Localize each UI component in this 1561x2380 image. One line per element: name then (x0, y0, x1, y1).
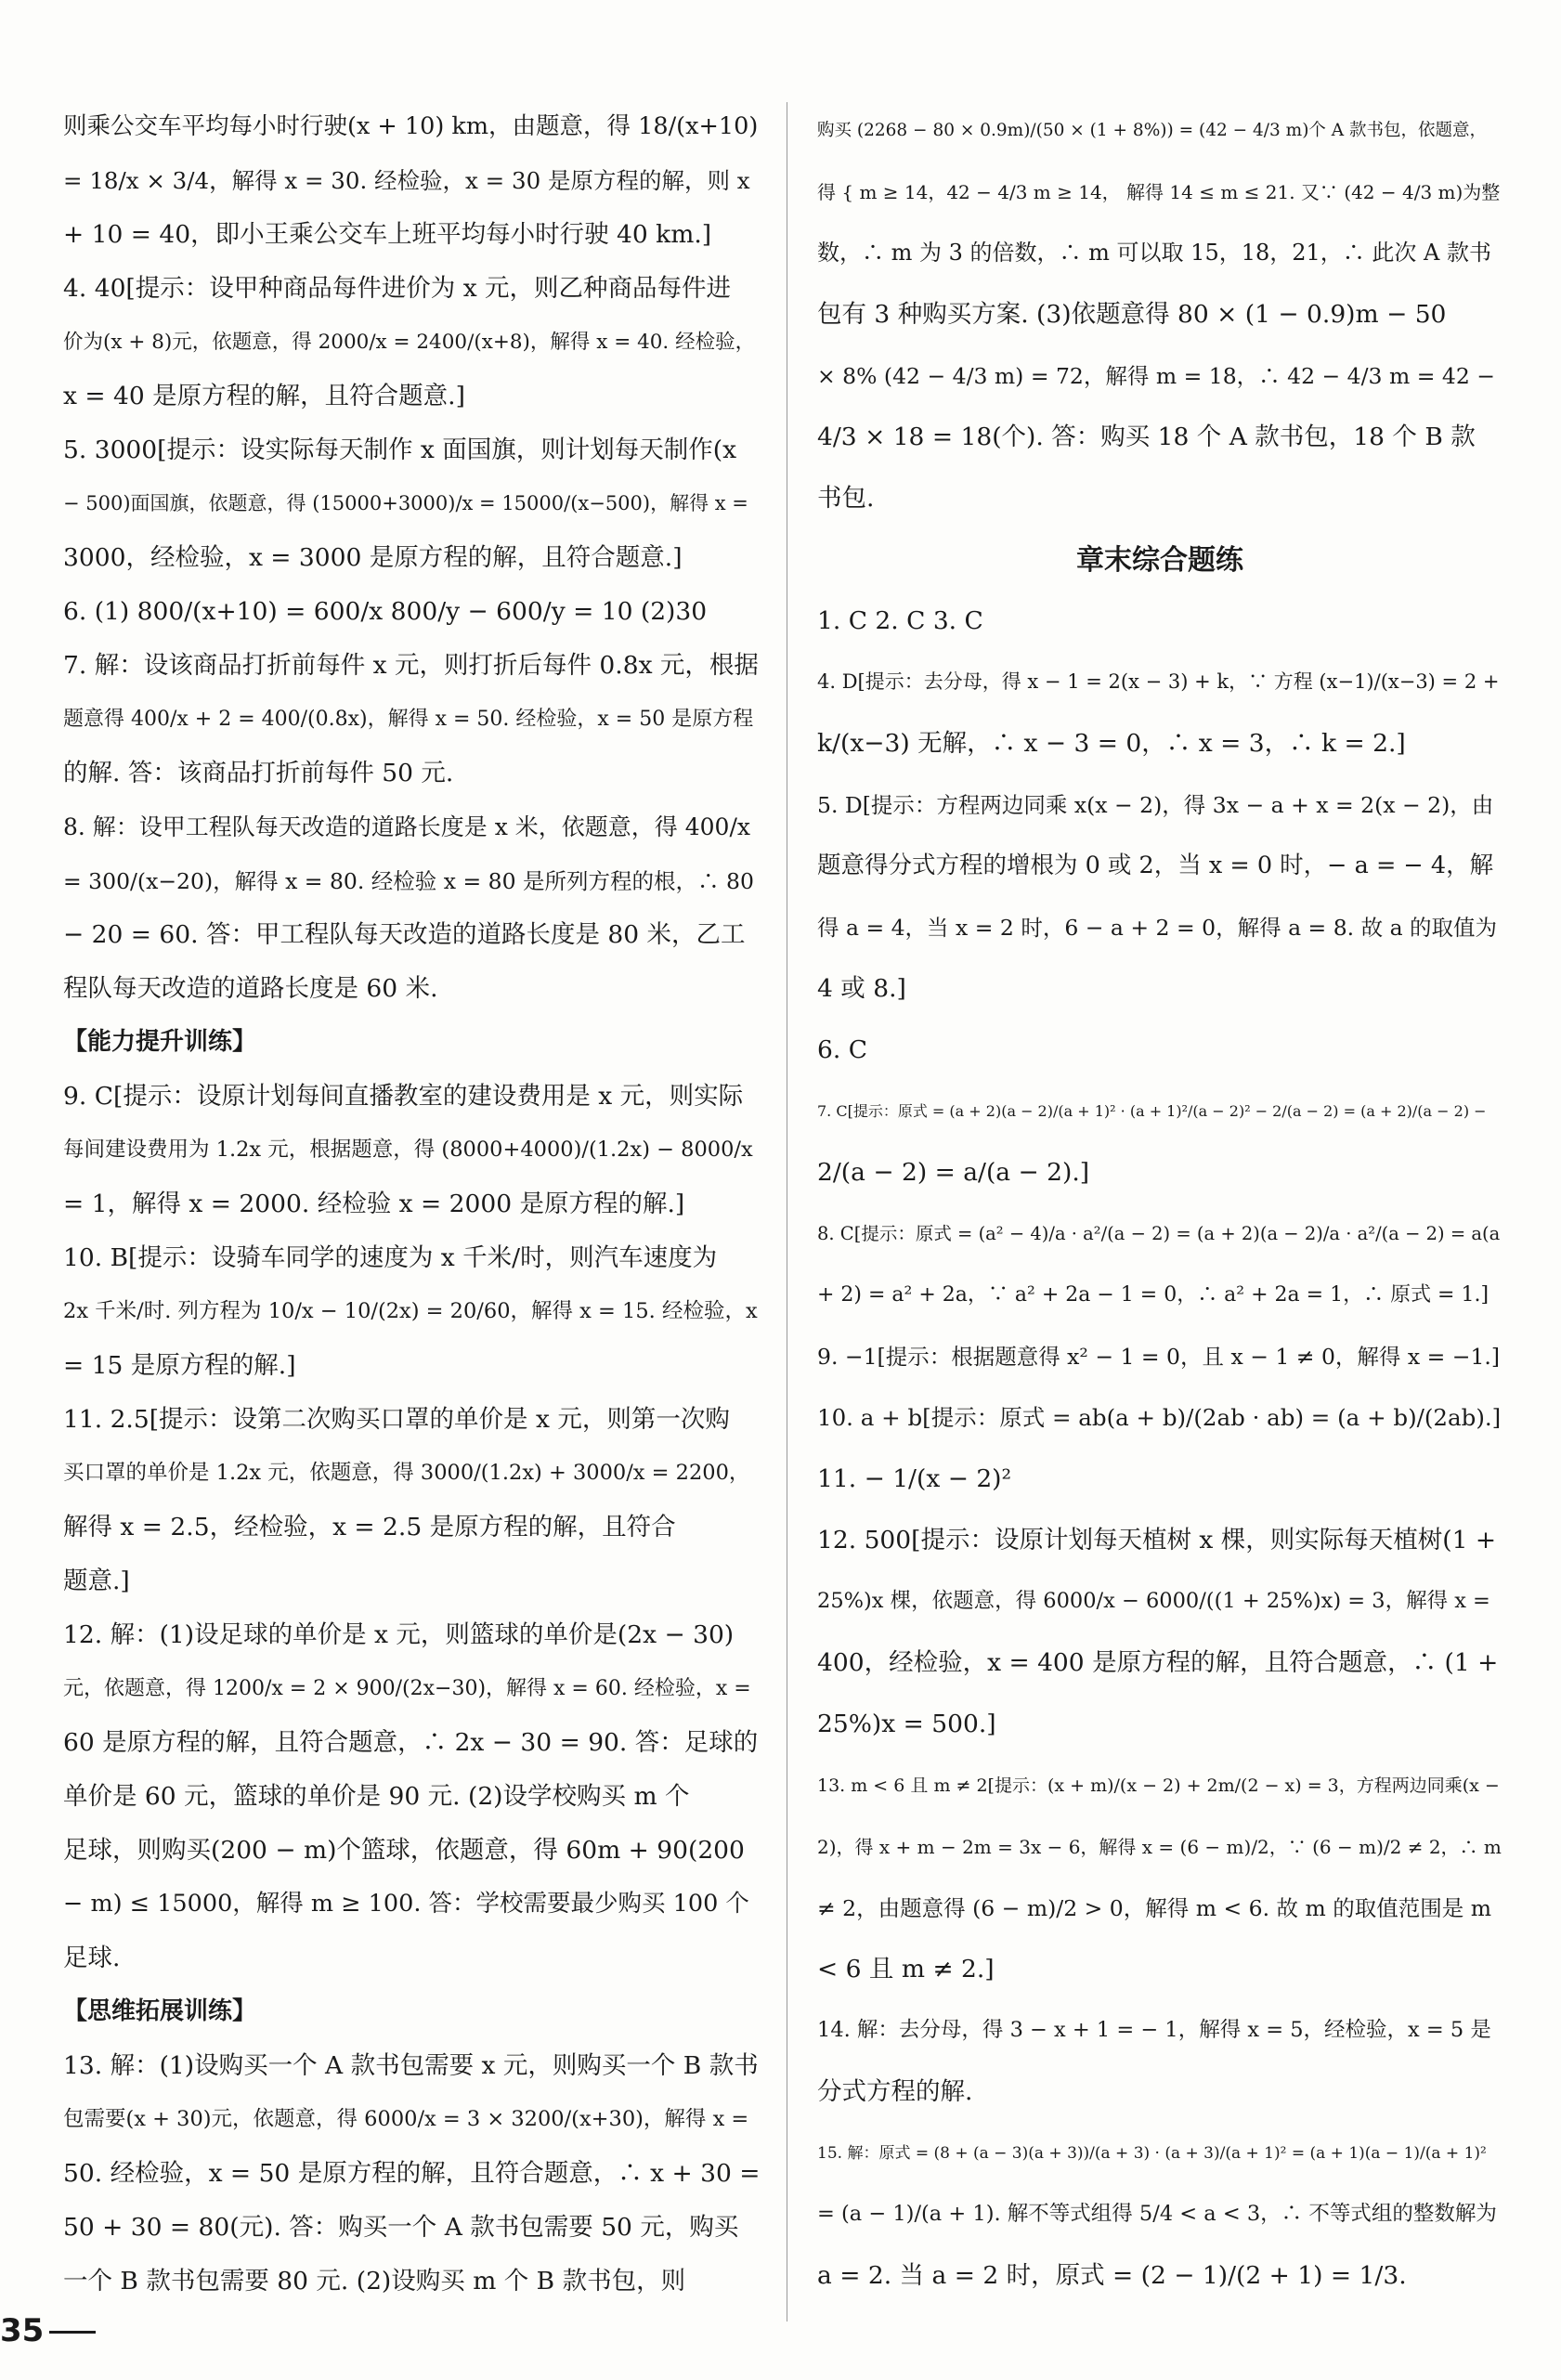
text-line: 分式方程的解. (817, 2076, 973, 2106)
text-line: 买口罩的单价是 1.2x 元，依题意，得 3000/(1.2x) + 3000/x = 2200， (63, 1461, 750, 1486)
text-line: 14. 解：去分母，得 3 − x + 1 = − 1，解得 x = 5，经检验，x = 5 是 (817, 2018, 1491, 2043)
text-line: 【能力提升训练】 (63, 1028, 257, 1057)
text-line: = 15 是原方程的解.] (63, 1350, 296, 1380)
text-line: 的解. 答：该商品打折前每件 50 元. (63, 758, 454, 787)
text-line: 题意.] (63, 1566, 130, 1595)
text-line: − 500)面国旗，依题意，得 (15000+3000)/x = 15000/(x−500)，解得 x = (63, 492, 748, 515)
text-line: 50 + 30 = 80(元). 答：购买一个 A 款书包需要 50 元，购买 (63, 2212, 739, 2242)
page-number (0, 2312, 96, 2349)
text-line: 3000，经检验，x = 3000 是原方程的解，且符合题意.] (63, 542, 683, 572)
text-line: 400，经检验，x = 400 是原方程的解，且符合题意，∴ (1 + (817, 1647, 1499, 1677)
text-line: 得 { m ≥ 14，42 − 4/3 m ≥ 14， 解得 14 ≤ m ≤ 21. 又∵ (42 − 4/3 m)为整 (817, 181, 1501, 203)
text-line: 购买 (2268 − 80 × 0.9m)/(50 × (1 + 8%)) = (42 − 4/3 m)个 A 款书包，依题意， (817, 120, 1488, 140)
text-line: 11. − 1/(x − 2)² (817, 1463, 1012, 1493)
text-line: 4. D[提示：去分母，得 x − 1 = 2(x − 3) + k，∵ 方程 (x−1)/(x−3) = 2 + (817, 670, 1500, 694)
text-line: = (a − 1)/(a + 1). 解不等式组得 5/4 < a < 3，∴ 不等式组的整数解为 (817, 2202, 1497, 2227)
right-column (817, 100, 1502, 2307)
text-line: 9. −1[提示：根据题意得 x² − 1 = 0，且 x − 1 ≠ 0，解得 x = −1.] (817, 1343, 1501, 1370)
text-line: < 6 且 m ≠ 2.] (817, 1954, 995, 1983)
text-line: = 300/(x−20)，解得 x = 80. 经检验 x = 80 是所列方程的根，∴ 80 (63, 867, 754, 894)
left-column (63, 100, 761, 2308)
text-line: 60 是原方程的解，且符合题意，∴ 2x − 30 = 90. 答：足球的 (63, 1727, 759, 1757)
text-line: 每间建设费用为 1.2x 元，根据题意，得 (8000+4000)/(1.2x) − 8000/x (63, 1138, 753, 1163)
text-line: 50. 经检验，x = 50 是原方程的解，且符合题意，∴ x + 30 = (63, 2158, 761, 2188)
text-line: + 10 = 40，即小王乘公交车上班平均每小时行驶 40 km.] (63, 219, 712, 249)
text-line: − m) ≤ 15000，解得 m ≥ 100. 答：学校需要最少购买 100 个 (63, 1890, 749, 1918)
text-line: 程队每天改造的道路长度是 60 米. (63, 973, 438, 1003)
text-line: 6. (1) 800/(x+10) = 600/x 800/y − 600/y = 10 (2)30 (63, 596, 708, 626)
text-line: 元，依题意，得 1200/x = 2 × 900/(2x−30)，解得 x = 60. 经检验，x = (63, 1676, 751, 1700)
text-line: 足球. (63, 1943, 121, 1972)
text-line: 25%)x = 500.] (817, 1709, 996, 1738)
text-line: 15. 解：原式 = (8 + (a − 3)(a + 3))/(a + 3) · (a + 3)/(a + 1)² = (a + 1)(a − 1)/(a + 1)² (817, 2143, 1487, 2163)
text-line: 单价是 60 元，篮球的单价是 90 元. (2)设学校购买 m 个 (63, 1781, 690, 1811)
text-line: 4 或 8.] (817, 973, 906, 1003)
text-line: 价为(x + 8)元，依题意，得 2000/x = 2400/(x+8)，解得 x = 40. 经检验， (63, 331, 756, 355)
text-line: 2/(a − 2) = a/(a − 2).] (817, 1157, 1090, 1187)
text-line: − 20 = 60. 答：甲工程队每天改造的道路长度是 80 米，乙工 (63, 919, 746, 949)
text-line: 2x 千米/时. 列方程为 10/x − 10/(2x) = 20/60，解得 x = 15. 经检验，x (63, 1299, 758, 1324)
text-line: ≠ 2，由题意得 (6 − m)/2 > 0，解得 m < 6. 故 m 的取值范围是 m (817, 1894, 1491, 1921)
text-line: 解得 x = 2.5，经检验，x = 2.5 是原方程的解，且符合 (63, 1512, 676, 1541)
text-line: = 1，解得 x = 2000. 经检验 x = 2000 是原方程的解.] (63, 1189, 685, 1218)
text-line: 7. 解：设该商品打折前每件 x 元，则打折后每件 0.8x 元，根据 (63, 650, 759, 680)
text-line: 【思维拓展训练】 (63, 1997, 257, 2026)
text-line: 6. C (817, 1034, 867, 1064)
text-line: = 18/x × 3/4，解得 x = 30. 经检验，x = 30 是原方程的解，则 x (63, 167, 750, 195)
text-line: 25%)x 棵，依题意，得 6000/x − 6000/((1 + 25%)x) = 3，解得 x = (817, 1589, 1490, 1614)
page-number-text: 35 (0, 2312, 45, 2349)
text-line: k/(x−3) 无解，∴ x − 3 = 0，∴ x = 3，∴ k = 2.] (817, 728, 1406, 758)
text-line: 得 a = 4，当 x = 2 时，6 − a + 2 = 0，解得 a = 8. 故 a 的取值为 (817, 914, 1498, 941)
text-line: 章末综合题练 (1076, 543, 1243, 577)
text-line: 5. 3000[提示：设实际每天制作 x 面国旗，则计划每天制作(x (63, 435, 737, 464)
text-line: 8. C[提示：原式 = (a² − 4)/a · a²/(a − 2) = (a + 2)(a − 2)/a · a²/(a − 2) = a(a (817, 1223, 1501, 1245)
text-line: 13. 解：(1)设购买一个 A 款书包需要 x 元，则购买一个 B 款书 (63, 2050, 759, 2080)
text-line: 则乘公交车平均每小时行驶(x + 10) km，由题意，得 18/(x+10) (63, 112, 759, 141)
text-line: 12. 解：(1)设足球的单价是 x 元，则篮球的单价是(2x − 30) (63, 1619, 735, 1649)
text-line: x = 40 是原方程的解，且符合题意.] (63, 381, 465, 410)
text-line: 数，∴ m 为 3 的倍数，∴ m 可以取 15，18，21，∴ 此次 A 款书 (817, 240, 1492, 267)
text-line: 4/3 × 18 = 18(个). 答：购买 18 个 A 款书包，18 个 B 款 (817, 422, 1476, 451)
text-line: 一个 B 款书包需要 80 元. (2)设购买 m 个 B 款书包，则 (63, 2266, 686, 2295)
text-line: a = 2. 当 a = 2 时，原式 = (2 − 1)/(2 + 1) = 1/3. (817, 2260, 1407, 2290)
text-line: 4. 40[提示：设甲种商品每件进价为 x 元，则乙种商品每件进 (63, 273, 732, 303)
text-line: 题意得 400/x + 2 = 400/(0.8x)，解得 x = 50. 经检验，x = 50 是原方程 (63, 707, 754, 731)
text-line: 1. C 2. C 3. C (817, 605, 983, 635)
text-line: 足球，则购买(200 − m)个篮球，依题意，得 60m + 90(200 (63, 1835, 745, 1865)
text-line: 7. C[提示：原式 = (a + 2)(a − 2)/(a + 1)² · (a + 1)²/(a − 2)² − 2/(a − 2) = (a + 2)/(a − 2) − (817, 1101, 1487, 1120)
text-line: 8. 解：设甲工程队每天改造的道路长度是 x 米，依题意，得 400/x (63, 813, 750, 840)
text-line: 12. 500[提示：设原计划每天植树 x 棵，则实际每天植树(1 + (817, 1525, 1497, 1554)
text-line: 书包. (817, 483, 875, 513)
text-line: 包有 3 种购买方案. (3)依题意得 80 × (1 − 0.9)m − 50 (817, 299, 1447, 329)
text-line: 5. D[提示：方程两边同乘 x(x − 2)，得 3x − a + x = 2(x − 2)，由 (817, 791, 1494, 818)
text-line: 10. a + b[提示：原式 = ab(a + b)/(2ab · ab) = (a + b)/(2ab).] (817, 1404, 1502, 1432)
text-line: 10. B[提示：设骑车同学的速度为 x 千米/时，则汽车速度为 (63, 1242, 718, 1272)
text-line: 题意得分式方程的增根为 0 或 2，当 x = 0 时，− a = − 4，解 (817, 852, 1494, 880)
text-line: + 2) = a² + 2a，∵ a² + 2a − 1 = 0，∴ a² + 2a = 1，∴ 原式 = 1.] (817, 1282, 1489, 1307)
text-line: 9. C[提示：设原计划每间直播教室的建设费用是 x 元，则实际 (63, 1081, 744, 1111)
text-line: 2)，得 x + m − 2m = 3x − 6，解得 x = (6 − m)/2，∵ (6 − m)/2 ≠ 2，∴ m (817, 1836, 1502, 1858)
text-line: 11. 2.5[提示：设第二次购买口罩的单价是 x 元，则第一次购 (63, 1404, 730, 1434)
text-line: × 8% (42 − 4/3 m) = 72，解得 m = 18，∴ 42 − 4/3 m = 42 − (817, 362, 1495, 389)
text-line: 包需要(x + 30)元，依题意，得 6000/x = 3 × 3200/(x+30)，解得 x = (63, 2107, 749, 2132)
text-line: 13. m < 6 且 m ≠ 2[提示：(x + m)/(x − 2) + 2m/(2 − x) = 3，方程两边同乘(x − (817, 1775, 1500, 1796)
